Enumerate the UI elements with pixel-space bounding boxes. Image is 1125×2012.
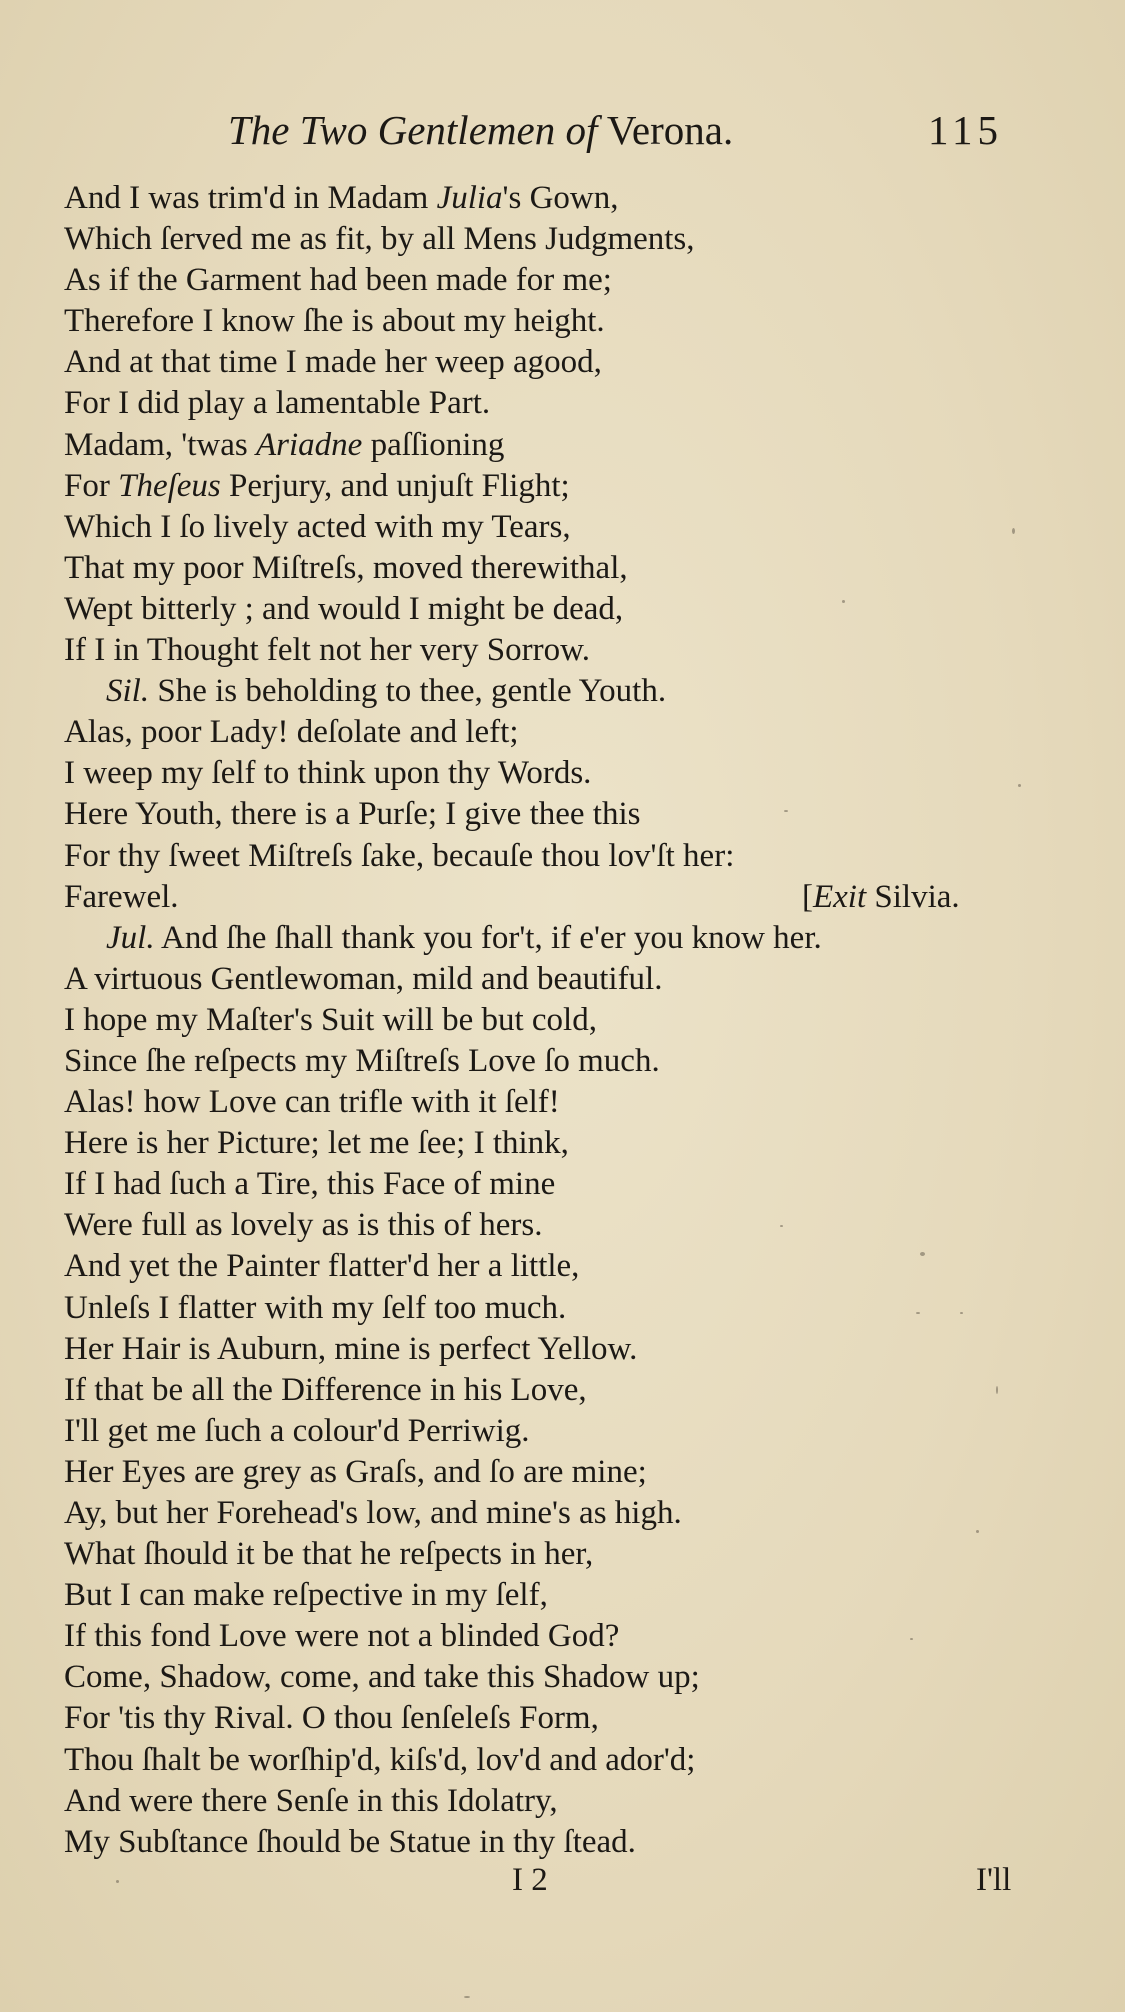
line-text: For	[64, 467, 119, 504]
text-line	[64, 1740, 1024, 1781]
line-text: For thy ſweet Miſtreſs ſake, becauſe thou lov'ſt her:	[64, 837, 735, 874]
line-text: If that be all the Difference in his Love,	[64, 1371, 587, 1408]
text-line	[64, 630, 1024, 671]
paper-speck	[116, 1880, 119, 1883]
paper-speck	[960, 1312, 963, 1314]
text-line	[64, 260, 1024, 301]
text-line	[64, 548, 1024, 589]
text-line	[64, 1616, 1024, 1657]
catchword: I'll	[976, 1862, 1012, 1898]
line-text: Here is her Picture; let me ſee; I think,	[64, 1125, 569, 1162]
paper-speck	[464, 1996, 470, 1998]
text-line	[64, 1534, 1024, 1575]
paper-speck	[784, 810, 788, 812]
line-text: Were full as lovely as is this of hers.	[64, 1207, 543, 1244]
line-text: And I was trim'd in Madam	[64, 180, 437, 216]
text-line	[64, 1082, 1024, 1123]
line-text: But I can make reſpective in my ſelf,	[64, 1577, 548, 1614]
line-text: Here Youth, there is a Purſe; I give thee this	[64, 796, 641, 833]
line-text: Her Eyes are grey as Graſs, and ſo are mine;	[64, 1453, 647, 1490]
running-head	[0, 100, 1125, 160]
line-text: Which I ſo lively acted with my Tears,	[64, 508, 571, 545]
line-text: Alas! how Love can trifle with it ſelf!	[64, 1084, 560, 1121]
italic-text: Jul.	[106, 919, 155, 956]
line-text: She is beholding to thee, gentle Youth.	[149, 673, 667, 710]
text-line	[64, 1288, 1024, 1329]
text-line	[64, 301, 1024, 342]
line-text: A virtuous Gentlewoman, mild and beautiful.	[64, 960, 663, 997]
text-line	[64, 1657, 1024, 1698]
italic-text: Ariadne	[256, 426, 363, 463]
text-line	[64, 1370, 1024, 1411]
line-text: Which ſerved me as fit, by all Mens Judgments,	[64, 221, 695, 258]
text-line	[64, 1205, 1024, 1246]
text-line	[64, 1411, 1024, 1452]
line-text: If this fond Love were not a blinded God?	[64, 1618, 620, 1655]
text-line	[64, 342, 1024, 383]
line-text: Perjury, and unjuſt Flight;	[220, 467, 570, 504]
italic-text: Theſeus	[118, 467, 221, 504]
line-text: For I did play a lamentable Part.	[64, 385, 491, 422]
text-line	[64, 507, 1024, 548]
running-title-italic: The Two Gentlemen of	[228, 107, 598, 153]
line-text: I hope my Maſter's Suit will be but cold,	[64, 1001, 597, 1038]
line-text: Wept bitterly ; and would I might be dead,	[64, 590, 624, 627]
text-line	[64, 671, 1024, 712]
paper-speck	[920, 1252, 925, 1256]
signature-mark: I 2	[512, 1862, 548, 1898]
paper-speck	[842, 600, 845, 603]
text-line	[64, 877, 1024, 918]
line-text: paſſioning	[362, 426, 505, 463]
text-line	[64, 1041, 1024, 1082]
paper-speck	[780, 1225, 783, 1227]
line-text: Thou ſhalt be worſhip'd, kiſs'd, lov'd and ador'd;	[64, 1741, 696, 1778]
running-title	[228, 106, 733, 154]
running-title-roman: Verona.	[606, 107, 734, 153]
line-text: As if the Garment had been made for me;	[64, 262, 612, 299]
italic-text: Sil.	[106, 673, 150, 710]
line-text: Alas, poor Lady! deſolate and left;	[64, 714, 519, 751]
line-text: If I in Thought felt not her very Sorrow.	[64, 632, 591, 669]
line-text: Come, Shadow, come, and take this Shadow up;	[64, 1659, 700, 1696]
line-text: My Subſtance ſhould be Statue in thy ſtead.	[64, 1823, 636, 1860]
text-line	[64, 589, 1024, 630]
paper-speck	[1018, 784, 1021, 787]
line-text: What ſhould it be that he reſpects in her,	[64, 1536, 594, 1573]
paper-speck	[916, 1312, 920, 1314]
text-line	[64, 1123, 1024, 1164]
line-text: If I had ſuch a Tire, this Face of mine	[64, 1166, 556, 1203]
line-text: I weep my ſelf to think upon thy Words.	[64, 755, 592, 792]
text-line	[64, 712, 1024, 753]
text-line	[64, 466, 1024, 507]
text-line	[64, 753, 1024, 794]
text-line	[64, 1781, 1024, 1822]
paper-speck	[976, 1530, 979, 1533]
line-text: For 'tis thy Rival. O thou ſenſeleſs Form,	[64, 1700, 599, 1737]
stage-direction-text: [	[802, 878, 813, 915]
line-text: And were there Senſe in this Idolatry,	[64, 1782, 558, 1819]
paper-speck	[910, 1638, 913, 1640]
line-text: I'll get me ſuch a colour'd Perriwig.	[64, 1412, 530, 1449]
text-line	[64, 959, 1024, 1000]
play-text	[64, 178, 1024, 1863]
paper-speck	[996, 1386, 998, 1394]
line-text: Madam, 'twas	[64, 426, 256, 463]
page-number: 115	[928, 107, 1003, 153]
stage-direction-text: Exit	[813, 878, 867, 915]
text-line	[64, 1452, 1024, 1493]
page-footer	[0, 1862, 1125, 1912]
paper-speck	[1012, 528, 1015, 534]
text-line	[64, 383, 1024, 424]
line-text: Since ſhe reſpects my Miſtreſs Love ſo much.	[64, 1042, 660, 1079]
italic-text: Julia	[436, 180, 503, 216]
text-line	[64, 918, 1024, 959]
line-text: Ay, but her Forehead's low, and mine's as high.	[64, 1495, 682, 1531]
text-line	[64, 1493, 1024, 1534]
text-line	[64, 1329, 1024, 1370]
text-line	[64, 1164, 1024, 1205]
line-text: That my poor Miſtreſs, moved therewithal,	[64, 549, 628, 586]
stage-direction-text: Silvia.	[866, 878, 960, 915]
text-line	[64, 1000, 1024, 1041]
text-line	[64, 425, 1024, 466]
line-text: 's Gown,	[502, 180, 619, 216]
line-text: And ſhe ſhall thank you for't, if e'er you know her.	[154, 919, 822, 956]
text-line	[64, 1698, 1024, 1739]
text-line	[64, 178, 1024, 219]
text-line	[64, 1822, 1024, 1863]
text-line	[64, 794, 1024, 835]
text-line	[64, 1246, 1024, 1287]
line-text: And at that time I made her weep agood,	[64, 344, 602, 381]
line-text: Unleſs I flatter with my ſelf too much.	[64, 1289, 567, 1326]
line-text: Her Hair is Auburn, mine is perfect Yellow.	[64, 1330, 638, 1367]
text-line	[64, 1575, 1024, 1616]
line-text: Therefore I know ſhe is about my height.	[64, 303, 605, 340]
stage-direction	[802, 877, 960, 918]
text-line	[64, 836, 1024, 877]
text-line	[64, 219, 1024, 260]
line-text: And yet the Painter flatter'd her a little,	[64, 1248, 580, 1285]
line-text: Farewel.	[64, 878, 179, 915]
